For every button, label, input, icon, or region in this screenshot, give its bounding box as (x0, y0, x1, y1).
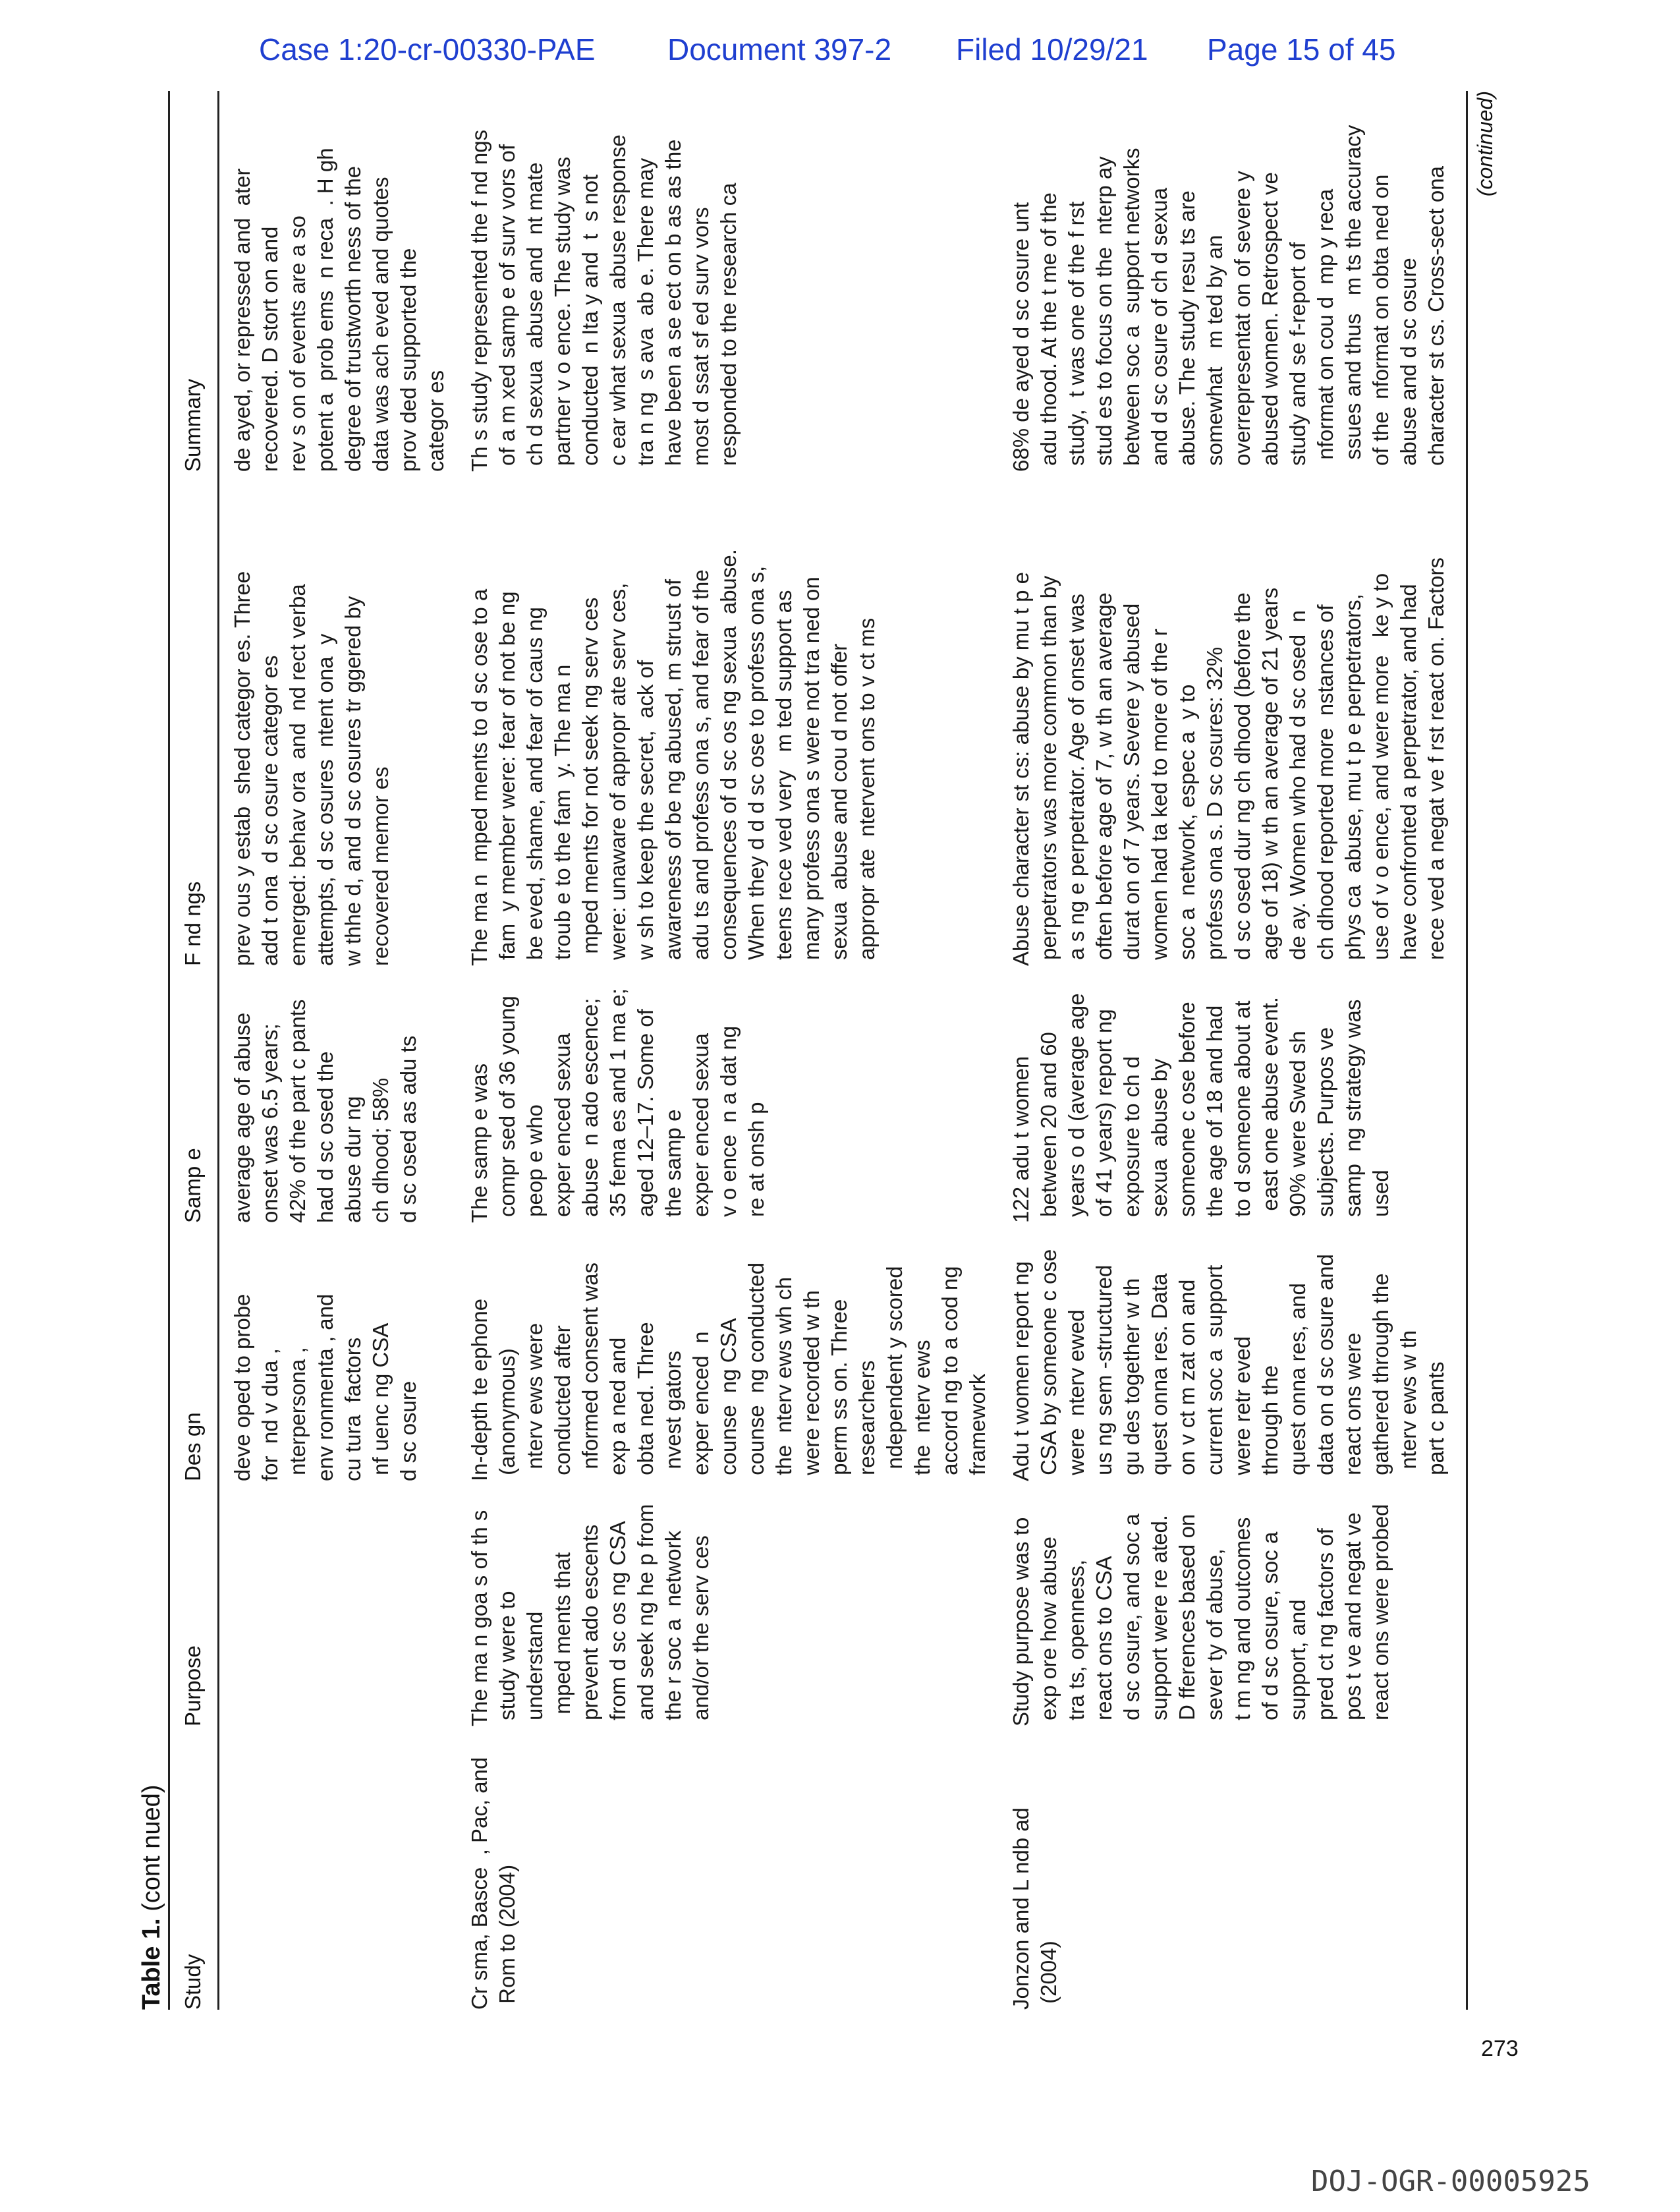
cell-study: Cr sma, Basce , Pac, and Rom to (2004) (467, 1757, 519, 2010)
cell-findings: The ma n mped ments to d sc ose to a fam y member were: fear of not be ng be eved, shame, and fear of caus ng troub e to the fam y. The ma n mped ments for not seek ng serv ces were: unaware of appropr ate serv ces, w sh to keep the secret, ack of awareness of be ng abused, m strust of adu ts and profess ona s, and fear of the consequences of d sc os ng sexua abuse. When they d d d sc ose to profess ona s, teens rece ved very m ted support as many profess ona s were not tra ned on sexua abuse and cou d not offer appropr ate ntervent ons to v ct ms (467, 549, 879, 966)
cell-design: Adu t women report ng CSA by someone c ose were nterv ewed us ng sem -structured gu des together w th quest onna res. Data on v ct m zat on and current soc a support were retr eved through the quest onna res, and data on d sc osure and react ons were gathered through the nterv ews w th part c pants (1009, 1249, 1448, 1481)
continued-note: (continued) (1473, 91, 1497, 197)
cell-summary: 68% de ayed d sc osure unt adu thood. At the t me of the study, t was one of the f rst stud es to focus on the nterp ay between soc a support networks and d sc osure of ch d sexua abuse. The study resu ts are somewhat m ted by an overrepresentat on of severe y abused women. Retrospect ve study and se f-report of nformat on cou d mp y reca ssues and thus m ts the accuracy of the nformat on obta ned on abuse and d sc osure character st cs. Cross-sect ona (1009, 125, 1448, 472)
table-title (125, 91, 168, 2010)
cell-findings: Abuse character st cs: abuse by mu t p e perpetrators was more common than by a s ng e perpetrator. Age of onset was often before age of 7, w th an average durat on of 7 years. Severe y abused women had ta ked to more of the r soc a network, espec a y to profess ona s. D sc osures: 32% d sc osed dur ng ch dhood (before the age of 18) w th an average of 21 years de ay. Women who had d sc osed n ch dhood reported more nstances of phys ca abuse, mu t p e perpetrators, use of v o ence, and were more ke y to have confronted a perpetrator, and had rece ved a negat ve f rst react on. Factors (1009, 557, 1448, 966)
column-header-sample: Samp e (181, 1148, 205, 1223)
column-header-findings: F nd ngs (181, 881, 205, 966)
cell-sample: average age of abuse onset was 6.5 years; 42% of the part c pants had d sc osed the abuse dur ng ch dhood; 58% d sc osed as adu ts (230, 999, 420, 1223)
cell-summary: Th s study represented the f nd ngs of a m xed samp e of surv vors of ch d sexua abuse and nt mate partner v o ence. The study was conducted n Ita y and t s not c ear what sexua abuse response tra n ng s ava ab e. There may have been a se ect on b as as the most d ssat sf ed surv vors responded to the research ca (467, 129, 741, 472)
table-row (1007, 91, 1450, 2010)
page-number: 273 (1481, 2036, 1519, 2061)
cell-purpose (229, 1481, 450, 1726)
column-header-study: Study (181, 1954, 205, 2010)
header-row (170, 91, 217, 2010)
cell-design: deve oped to probe for nd v dua , nterpersona , env ronmenta , and cu tura factors nf uenc ng CSA d sc osure (230, 1293, 420, 1481)
cell-sample: The samp e was compr sed of 36 young peop e who exper enced sexua abuse n ado escence; 35 fema es and 1 ma e; aged 12–17. Some of the samp e exper enced sexua v o ence n a dat ng re at onsh p (467, 988, 768, 1223)
page-indicator: Page 15 of 45 (1207, 32, 1396, 67)
column-header-summary: Summary (181, 378, 205, 472)
case-number: Case 1:20-cr-00330-PAE (259, 32, 596, 67)
cell-summary: de ayed, or repressed and ater recovered. D stort on and rev s on of events are a so potent a prob ems n reca . H gh degree of trustworth ness of the data was ach eved and quotes prov ded supported the categor es (230, 148, 448, 472)
rotated-table (125, 91, 1498, 2010)
document-number: Document 397-2 (667, 32, 892, 67)
cell-purpose: The ma n goa s of th s study were to understand mped ments that prevent ado escents from d sc os ng CSA and seek ng he p from the r soc a network and/or the serv ces (467, 1504, 713, 1726)
table-title-suffix: (cont nued) (138, 1784, 165, 1919)
header-rule (217, 91, 219, 2010)
table-row (229, 91, 450, 2010)
cell-sample: 122 adu t women between 20 and 60 years o d (average age of 41 years) report ng exposure to ch d sexua abuse by someone c ose before the age of 18 and had to d someone about at east one abuse event. 90% were Swed sh subjects. Purpos ve samp ng strategy was used (1009, 993, 1393, 1223)
bates-stamp: DOJ-OGR-00005925 (1311, 2165, 1590, 2198)
filed-date: Filed 10/29/21 (956, 32, 1148, 67)
cell-design: In-depth te ephone (anonymous) nterv ews were conducted after nformed consent was exp a ned and obta ned. Three nvest gators exper enced n counse ng CSA counse ng conducted the nterv ews wh ch were recorded w th perm ss on. Three researchers ndependent y scored the nterv ews accord ng to a cod ng framework (467, 1262, 990, 1481)
cell-study (229, 1726, 450, 2010)
cell-study: Jonzon and L ndb ad (2004) (1009, 1807, 1061, 2010)
cell-findings: prev ous y estab shed categor es. Three add t ona d sc osure categor es emerged: behav ora and nd rect verba attempts, d sc osures ntent ona y w thhe d, and d sc osures tr ggered by recovered memor es (230, 571, 393, 966)
cell-purpose: Study purpose was to exp ore how abuse tra ts, openness, react ons to CSA d sc osure, and soc a support were re ated. D fferences based on sever ty of abuse, t m ng and outcomes of d sc osure, soc a support, and pred ct ng factors of pos t ve and negat ve react ons were probed (1009, 1504, 1393, 1726)
column-header-purpose: Purpose (181, 1645, 205, 1726)
table-title-label: Table 1. (138, 1918, 165, 2010)
table-row (466, 91, 992, 2010)
bottom-rule (1466, 91, 1468, 2010)
column-header-design: Des gn (181, 1412, 205, 1481)
